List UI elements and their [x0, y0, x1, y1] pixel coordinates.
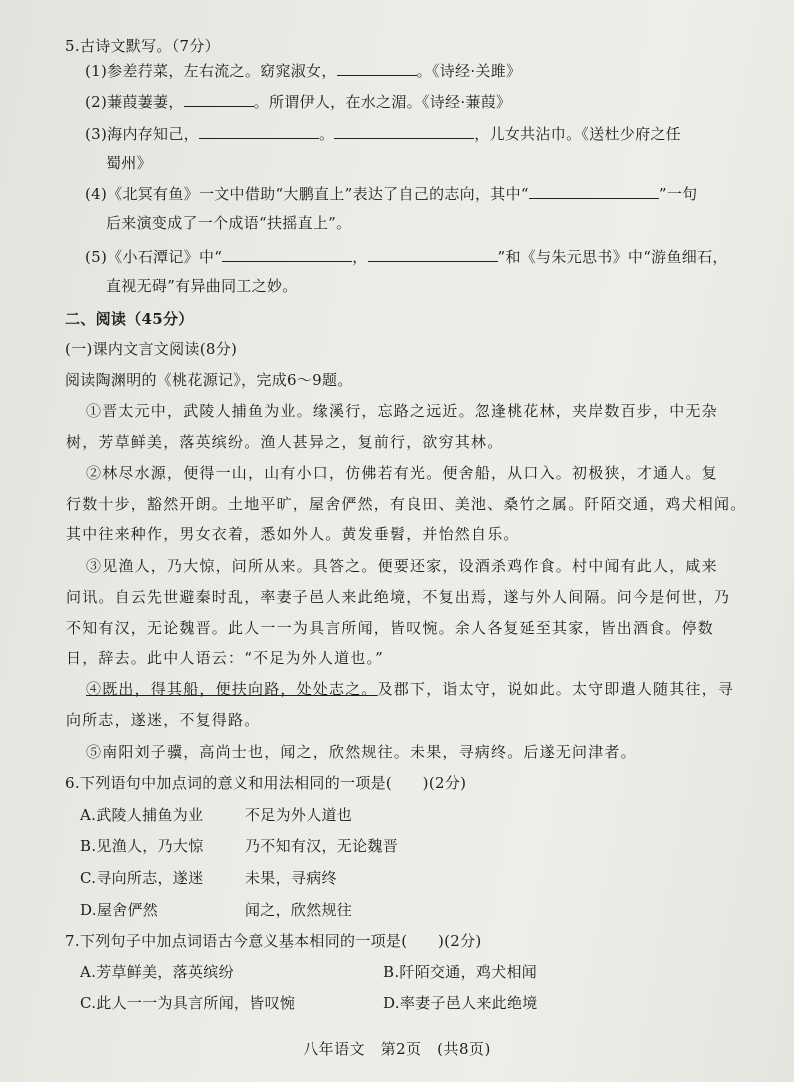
answer-blank[interactable] [222, 246, 352, 262]
passage-line: 不知有汉，无论魏晋。此人一一为具言所闻，皆叹惋。余人各复延至其家，皆出酒食。停数 [66, 619, 715, 637]
q5-item-3-source: ，儿女共沾巾。《送杜少府之任 [474, 125, 681, 143]
q6-title: 6.下列语句中加点词的意义和用法相同的一项是( )(2分) [65, 774, 467, 792]
q5-item-4-text: (4)《北冥有鱼》一文中借助“大鹏直上”表达了自己的志向，其中“ [85, 185, 529, 203]
q7-title: 7.下列句子中加点词语古今意义基本相同的一项是( )(2分) [65, 932, 482, 950]
q5-item-5-tail: ”和《与朱元思书》中“游鱼细石， [497, 248, 728, 266]
passage-line: ①晋太元中，武陵人捕鱼为业。缘溪行，忘路之远近。忽逢桃花林，夹岸数百步，中无杂 [86, 402, 718, 420]
page-footer: 八年语文 第2页 (共8页) [303, 1040, 491, 1058]
q7-option-b[interactable]: B.阡陌交通，鸡犬相闻 [383, 963, 538, 981]
answer-blank[interactable] [334, 123, 474, 139]
q6-option-b[interactable]: B.见渔人，乃大惊 [80, 837, 204, 855]
q6-option-a-pair: 不足为外人道也 [245, 806, 353, 824]
answer-blank[interactable] [368, 246, 498, 262]
q5-item-3-punct: 。 [318, 125, 335, 143]
q5-item-5-punct: ， [352, 248, 368, 266]
q7-option-c[interactable]: C.此人一一为具言所闻，皆叹惋 [80, 994, 296, 1012]
q5-item-4 [85, 183, 697, 204]
passage-line: 向所志，遂迷，不复得路。 [66, 711, 261, 729]
q5-item-5-cont: 直视无碍”有异曲同工之妙。 [106, 277, 298, 295]
q6-option-d-pair: 闻之，欣然规往 [245, 901, 353, 919]
q5-item-1 [85, 60, 521, 81]
q5-item-3-cont: 蜀州》 [106, 154, 152, 172]
q6-option-d[interactable]: D.屋舍俨然 [80, 901, 159, 919]
q5-item-4-tail: ”一句 [658, 185, 698, 203]
passage-line: 问讯。自云先世避秦时乱，率妻子邑人来此绝境，不复出焉，遂与外人间隔。问今是何世，乃 [66, 588, 731, 606]
q5-item-4-cont: 后来演变成了一个成语“扶摇直上”。 [106, 214, 352, 232]
q5-item-3-text: (3)海内存知己， [85, 125, 199, 143]
passage-line: 日，辞去。此中人语云：“不足为外人道也。” [66, 649, 385, 667]
q5-item-5 [85, 246, 728, 267]
passage-line: 其中往来种作，男女衣着，悉如外人。黄发垂髫，并怡然自乐。 [66, 525, 520, 543]
passage-text: 及郡下，诣太守，说如此。太守即遣人随其往，寻 [377, 680, 735, 698]
q5-item-5-text: (5)《小石潭记》中“ [85, 248, 223, 266]
q6-option-b-pair: 乃不知有汉，无论魏晋 [245, 837, 399, 855]
q6-option-c[interactable]: C.寻向所志，遂迷 [80, 869, 204, 887]
reading-intro: 阅读陶渊明的《桃花源记》，完成6～9题。 [65, 371, 353, 389]
q5-item-1-text: (1)参差荇菜，左右流之。窈窕淑女， [85, 62, 337, 80]
q7-option-d[interactable]: D.率妻子邑人来此绝境 [383, 994, 538, 1012]
passage-line: ②林尽水源，便得一山，山有小口，仿佛若有光。便舍船，从口入。初极狭，才通人。复 [86, 464, 718, 482]
q5-item-2 [85, 91, 511, 112]
answer-blank[interactable] [337, 60, 417, 76]
q5-item-2-text: (2)蒹葭萋萋， [85, 93, 184, 111]
passage-line: ⑤南阳刘子骥，高尚士也，闻之，欣然规往。未果，寻病终。后遂无问津者。 [86, 743, 637, 761]
answer-blank[interactable] [184, 91, 254, 107]
section-2-subtitle: (一)课内文言文阅读(8分) [65, 340, 238, 358]
answer-blank[interactable] [529, 183, 659, 199]
section-2-title: 二、阅读（45分） [65, 310, 194, 328]
answer-blank[interactable] [199, 123, 319, 139]
q5-title: 5.古诗文默写。（7分） [65, 37, 220, 55]
q5-item-1-source: 。《诗经·关雎》 [416, 62, 522, 80]
passage-line [86, 679, 734, 699]
q5-item-3 [85, 123, 681, 144]
q5-item-2-source: 。所谓伊人，在水之湄。《诗经·蒹葭》 [253, 93, 512, 111]
passage-line: ③见渔人，乃大惊，问所从来。具答之。便要还家，设酒杀鸡作食。村中闻有此人，咸来 [86, 557, 718, 575]
passage-line: 行数十步，豁然开朗。土地平旷，屋舍俨然，有良田、美池、桑竹之属。阡陌交通，鸡犬相闻。 [66, 495, 747, 513]
q6-option-a[interactable]: A.武陵人捕鱼为业 [80, 806, 204, 824]
q7-option-a[interactable]: A.芳草鲜美，落英缤纷 [80, 963, 234, 981]
passage-line: 树，芳草鲜美，落英缤纷。渔人甚异之，复前行，欲穷其林。 [66, 433, 504, 451]
underlined-sentence: ④既出，得其船，便扶向路，处处志之。 [86, 680, 378, 698]
q6-option-c-pair: 未果，寻病终 [245, 869, 337, 887]
